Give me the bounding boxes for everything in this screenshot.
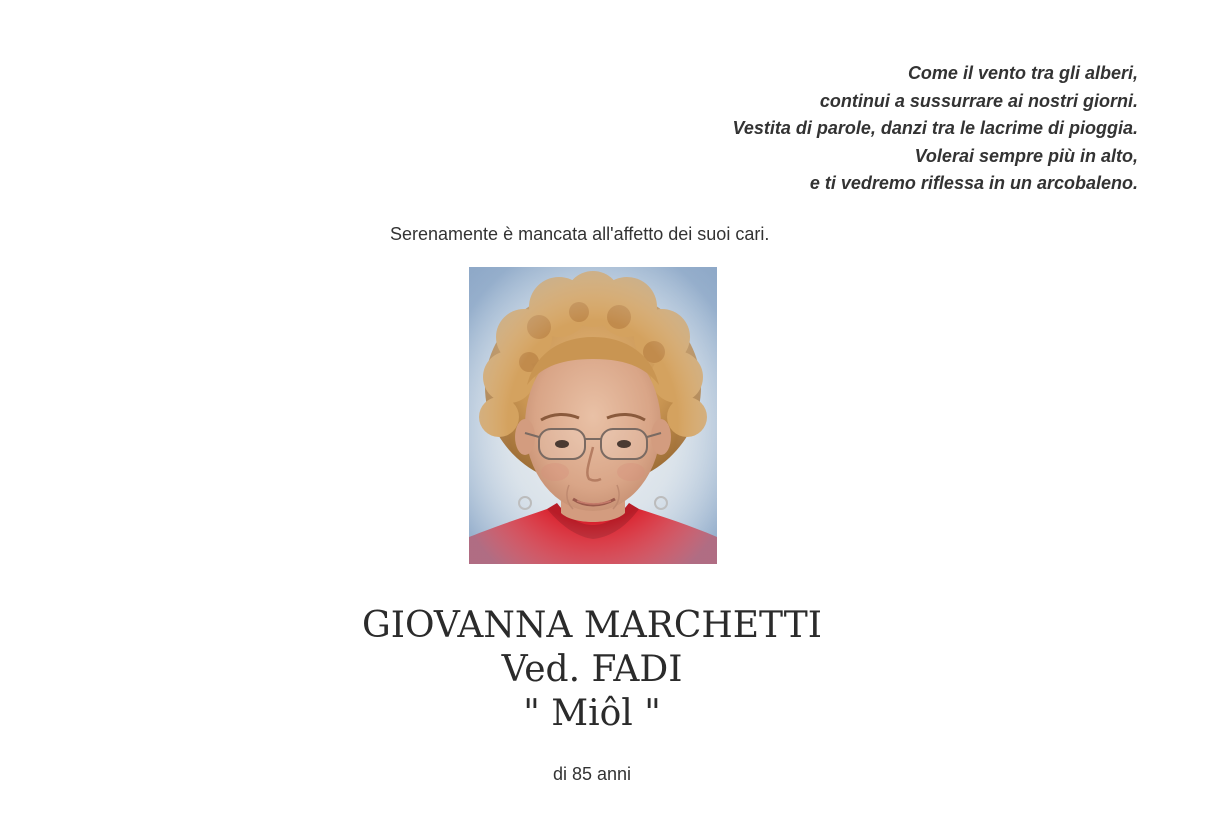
poem-line: Volerai sempre più in alto, (914, 145, 1138, 166)
nickname: " Miôl " (523, 693, 661, 734)
age-text: di 85 anni (552, 764, 632, 784)
poem-line: continui a sussurrare ai nostri giorni. (819, 90, 1138, 111)
poem (438, 60, 1138, 198)
intro-text: Serenamente è mancata all'affetto dei suoi cari. (390, 224, 770, 244)
poem-line: Vestita di parole, danzi tra le lacrime di pioggia. (732, 118, 1138, 138)
poem-line: e ti vedremo riflessa in un arcobaleno. (809, 173, 1138, 193)
widow-of: Ved. FADI (501, 649, 683, 690)
deceased-name-block (292, 604, 892, 736)
portrait-photo (469, 267, 717, 564)
poem-line: Come il vento tra gli alberi, (907, 63, 1138, 83)
deceased-name: GIOVANNA MARCHETTI (362, 605, 822, 646)
